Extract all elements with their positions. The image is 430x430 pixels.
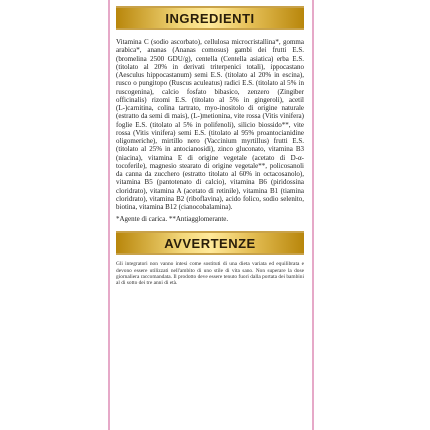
warnings-title: AVVERTENZE: [164, 235, 256, 251]
ingredients-title: INGREDIENTI: [165, 10, 255, 26]
warnings-text: Gli integratori non vanno intesi come sostituti di una dieta variata ed equilibrata e devono essere utilizzati nell'ambito di uno stile di vita sano. Non superare la dose giornaliera raccomandata. Il prodotto deve essere tenuto fuori dalla portata dei bambini al di sotto dei tre anni di età.: [116, 261, 304, 287]
warnings-banner: [116, 231, 304, 255]
left-pink-border: [108, 0, 110, 430]
label-column: [116, 6, 304, 287]
ingredients-footnote: *Agente di carica. **Antiagglomerante.: [116, 215, 229, 224]
ingredients-banner: [116, 6, 304, 30]
ingredients-list: Vitamina C (sodio ascorbato), cellulosa microcristallina*, gomma arabica*, ananas (Ananas comosus) gambi dei frutti E.S. (bromelina 2500 GDU/g), centella (Centella asiatica) erba E.S. (titolato al 20% in derivati triterpenici totali), ippocastano (Aesculus hippocastanum) semi E.S. (titolato al 20% in escina), rusco o pungitopo (Ruscus aculeatus) radici E.S. (titolato al 5% in ruscogenina), calcio fosfato bibasico, zenzero (Zingiber officinalis) rizomi E.S. (titolato al 5% in gingeroli), acetil (L-)carnitina, colina tartrato, myo-inositolo di origine naturale (estratto da semi di mais), (L-)metionina, vite rossa (Vitis vinifera) foglie E.S. (titolato al 5% in polifenoli), silicio biossido**, vite rossa (Vitis vinifera) semi E.S. (titolato al 95% proantocianidine oligomeriche), mirtillo nero (Vaccinium myrtillus) frutti E.S. (titolato al 25% in antocianosidi), zinco gluconato, vitamina B3 (niacina), vitamina E di origine vegetale (acetato di D-α-tocoferile), magnesio stearato di origine vegetale**, policosanoli da canna da zucchero (estratto titolato al 60% in octacosanolo), vitamina B5 (pantotenato di calcio), vitamina B6 (piridossina cloridrato), vitamina A (acetato di retinile), vitamina B1 (tiamina cloridrato), vitamina B2 (riboflavina), acido folico, sodio selenito, biotina, vitamina B12 (cianocobalamina).: [116, 38, 304, 211]
right-pink-border: [312, 0, 314, 430]
